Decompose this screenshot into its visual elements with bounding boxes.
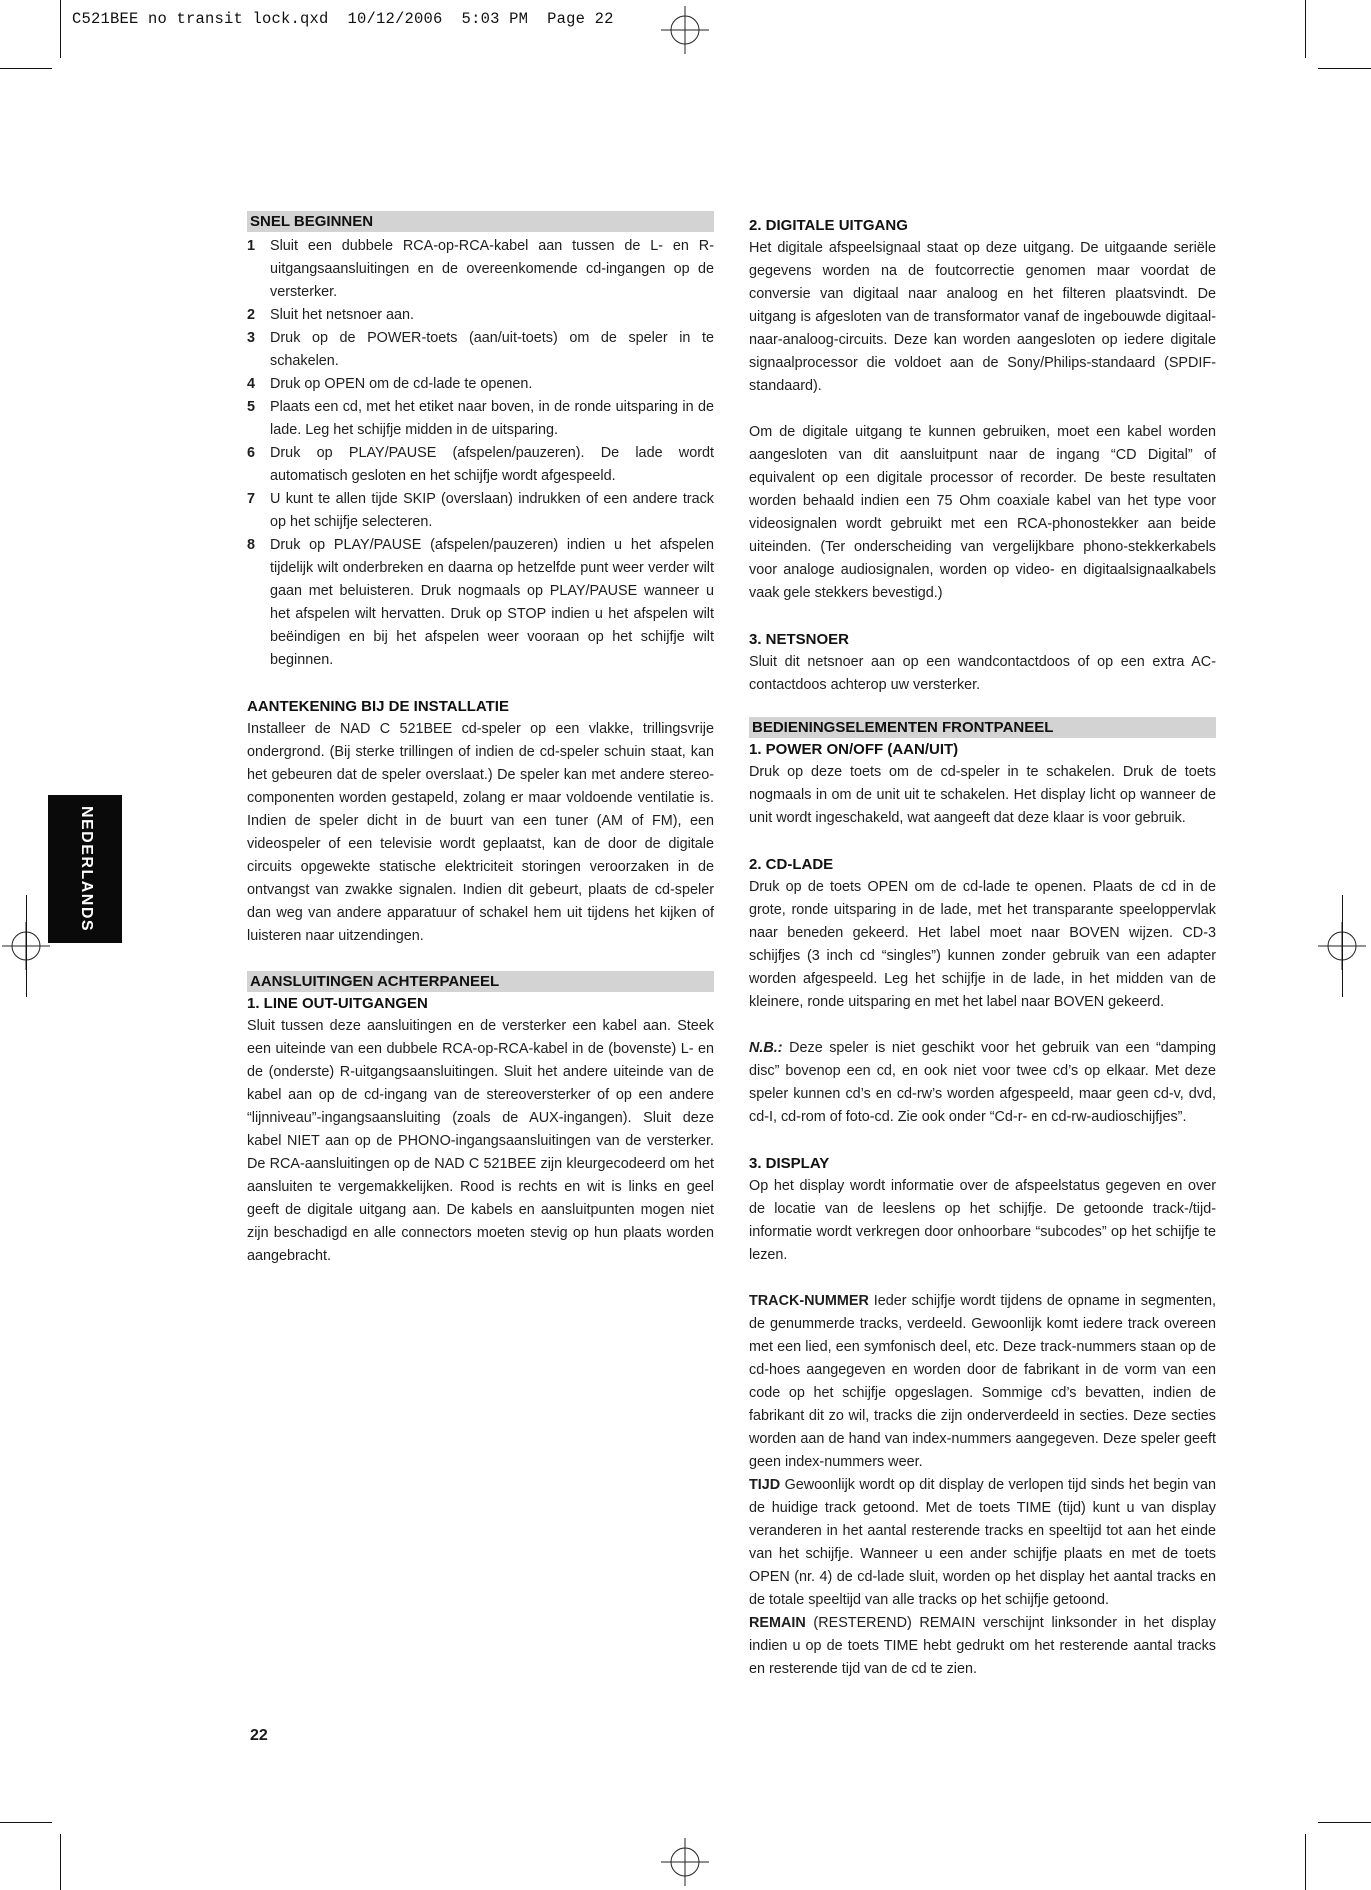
spacer <box>749 605 1216 628</box>
step-number: 2 <box>247 307 256 323</box>
power-heading: 1. POWER ON/OFF (AAN/UIT) <box>749 741 959 758</box>
cd-tray-text: Druk op de toets OPEN om de cd-lade te openen. Plaats de cd in de grote, ronde uitsparing in de lade, met het transparante speeloppervlak naar beneden gekeerd. Het label moet naar BOVEN wijzen. CD-3 schijfjes (3 inch cd “singles”) kunnen zonder gebruik van een adapter worden afgespeeld. Leg het schijfje in de lade, in het midden van de kleinere, ronde uitsparing en met het label naar BOVEN gekeerd. <box>749 879 1216 1010</box>
digital-out-heading: 2. DIGITALE UITGANG <box>749 217 908 234</box>
step-item <box>247 488 714 534</box>
language-tab-label: NEDERLANDS <box>78 805 95 933</box>
installation-text: Installeer de NAD C 521BEE cd-speler op een vlakke, trillingsvrije ondergrond. (Bij sterke trillingen of indien de cd-speler schuin staat, kan het gebeuren dat de speler overslaat.) De speler kan met andere stereo-componenten worden gestapeld, zolang er maar voldoende ventilatie is. Indien de speler dicht in de buurt van een tuner (AM of FM), een videospeler of een televisie wordt geplaatst, kan de door de digitale circuits opgewekte statische elektriciteit storingen veroorzaken in de ontvangst van zwakke signalen. Indien dit gebeurt, plaats de cd-speler dan weg van andere apparatuur of schakel hem uit tijdens het kijken of luisteren naar uitzendingen. <box>247 721 714 944</box>
step-number: 8 <box>247 537 256 553</box>
crop-mark <box>0 68 52 69</box>
crop-mark <box>1318 68 1371 69</box>
step-item <box>247 327 714 373</box>
note-label: N.B.: <box>749 1040 783 1056</box>
digital-out-text-2: Om de digitale uitgang te kunnen gebruiken, moet een kabel worden aangesloten van dit aansluitpunt naar de ingang “CD Digital” of equivalent op een digitale processor of recorder. De beste resultaten worden behaald indien een 75 Ohm coaxiale kabel van het type voor videosignalen wordt gebruikt met een RCA-phonostekker aan beide uiteinden. (Ter onderscheiding van vergelijkbare phono-stekkerkabels voor analoge audiosignalen, worden op video- en digitaalsignaalkabels vaak gele stekkers bevestigd.) <box>749 424 1216 601</box>
remain-text: (RESTEREND) REMAIN verschijnt linksonder in het display indien u op de toets TIME hebt gedrukt om het resterende aantal tracks en resterende tijd van de cd te zien. <box>749 1615 1216 1677</box>
note-paragraph <box>749 1037 1216 1129</box>
quick-start-steps <box>247 235 714 672</box>
time-paragraph <box>749 1474 1216 1612</box>
crop-mark <box>1318 1822 1371 1823</box>
note-text: Deze speler is niet geschikt voor het gebruik van een “damping disc” bovenop een cd, en ook niet voor twee cd’s op elkaar. Met deze speler kunnen cd’s en cd-rw’s worden afgespeeld, maar geen cd-v, dvd, cd-I, cd-rom of foto-cd. Zie ook onder “Cd-r- en cd-rw-audioschijfjes”. <box>749 1040 1216 1125</box>
step-text: Druk op PLAY/PAUSE (afspelen/pauzeren) indien u het afspelen tijdelijk wilt onderbreken en daarna op hetzelfde punt weer verder wilt gaan met beluisteren. Druk nogmaals op PLAY/PAUSE wanneer u het afspelen wilt hervatten. Druk op STOP indien u het afspelen wilt beëindigen en bij het afspelen weer vooraan op het schijfje wilt beginnen. <box>270 537 714 668</box>
spacer <box>749 1014 1216 1037</box>
step-item <box>247 534 714 672</box>
crop-mark <box>26 895 27 997</box>
step-text: Sluit een dubbele RCA-op-RCA-kabel aan tussen de L- en R-uitgangsaansluitingen en de overeenkomende cd-ingangen op de versterker. <box>270 238 714 300</box>
step-text: U kunt te allen tijde SKIP (overslaan) indrukken of een andere track op het schijfje selecteren. <box>270 491 714 530</box>
quick-start-heading: SNEL BEGINNEN <box>247 211 714 232</box>
spacer <box>749 830 1216 853</box>
crop-mark <box>1342 895 1343 997</box>
print-slug: C521BEE no transit lock.qxd 10/12/2006 5:03 PM Page 22 <box>72 10 614 28</box>
crop-mark <box>60 1834 61 1890</box>
step-item <box>247 396 714 442</box>
step-number: 1 <box>247 238 256 254</box>
line-out-text: Sluit tussen deze aansluitingen en de versterker een kabel aan. Steek een uiteinde van een dubbele RCA-op-RCA-kabel in de (bovenste) L- en de (onderste) R-uitgangsaansluitingen. Sluit het andere uiteinde van de kabel aan op de cd-ingang van de stereoversterker of op een andere “lijnniveau”-ingangsaansluiting (zoals de AUX-ingangen). Sluit deze kabel NIET aan op de PHONO-ingangsaansluitingen van de versterker. De RCA-aansluitingen op de NAD C 521BEE zijn kleurgecodeerd om het aansluiten te vergemakkelijken. Rood is rechts en wit is links en geel geeft de digitale uitgang aan. De kabels en aansluitpunten mogen niet zijn beschadigd en alle connectors moeten stevig op hun plaats worden aangebracht. <box>247 1018 714 1264</box>
step-number: 6 <box>247 445 256 461</box>
remain-paragraph <box>749 1612 1216 1681</box>
spacer <box>749 697 1216 717</box>
track-number-paragraph <box>749 1290 1216 1474</box>
step-item <box>247 235 714 304</box>
step-item <box>247 304 714 327</box>
page-number: 22 <box>250 1727 268 1744</box>
left-column <box>247 211 714 1268</box>
registration-mark-icon <box>661 6 709 54</box>
right-column <box>749 214 1216 1681</box>
crop-mark <box>60 0 61 58</box>
step-item <box>247 442 714 488</box>
rear-panel-heading: AANSLUITINGEN ACHTERPANEEL <box>247 971 714 992</box>
installation-heading: AANTEKENING BIJ DE INSTALLATIE <box>247 698 509 715</box>
step-text: Sluit het netsnoer aan. <box>270 307 415 323</box>
track-number-label: TRACK-NUMMER <box>749 1293 869 1309</box>
line-out-heading: 1. LINE OUT-UITGANGEN <box>247 995 428 1012</box>
spacer <box>749 1267 1216 1290</box>
remain-label: REMAIN <box>749 1615 806 1631</box>
cd-tray-heading: 2. CD-LADE <box>749 856 834 873</box>
crop-mark <box>0 1822 52 1823</box>
step-text: Druk op OPEN om de cd-lade te openen. <box>270 376 533 392</box>
display-heading: 3. DISPLAY <box>749 1155 830 1172</box>
spacer <box>247 948 714 971</box>
mains-text: Sluit dit netsnoer aan op een wandcontactdoos of op een extra AC-contactdoos achterop uw versterker. <box>749 654 1216 693</box>
step-number: 5 <box>247 399 256 415</box>
time-text: Gewoonlijk wordt op dit display de verlopen tijd sinds het begin van de huidige track getoond. Met de toets TIME (tijd) kunt u van display veranderen in het aantal resterende tracks en speeltijd tot aan het einde van het schijfje. Wanneer u een ander schijfje plaats en met de toets OPEN (nr. 4) de cd-lade sluit, worden op het display het aantal tracks en de totale speeltijd van alle tracks op het schijfje getoond. <box>749 1477 1216 1608</box>
mains-heading: 3. NETSNOER <box>749 631 850 648</box>
display-text: Op het display wordt informatie over de afspeelstatus gegeven en over de locatie van de leeslens op het schijfje. De getoonde track-/tijd-informatie wordt verkregen door onhoorbare “subcodes” op het schijfje te lezen. <box>749 1178 1216 1263</box>
crop-mark <box>1305 0 1306 58</box>
track-number-text: Ieder schijfje wordt tijdens de opname in segmenten, de genummerde tracks, verdeeld. Gewoonlijk komt iedere track overeen met een lied, een symfonisch deel, etc. Deze track-nummers staan op de cd-hoes aangegeven en worden door de fabrikant in de vorm van een code op het schijfje opgeslagen. Sommige cd’s bevatten, indien de fabrikant dit zo wil, tracks die zijn onderverdeeld in secties. Deze secties worden aan de hand van index-nummers aangegeven. Deze speler geeft geen index-nummers weer. <box>749 1293 1216 1470</box>
step-text: Druk op de POWER-toets (aan/uit-toets) om de speler in te schakelen. <box>270 330 714 369</box>
spacer <box>749 1129 1216 1152</box>
power-text: Druk op deze toets om de cd-speler in te schakelen. Druk de toets nogmaals in om de unit uit te schakelen. Het display licht op wanneer de unit wordt ingeschakeld, wat aangeeft dat deze klaar is voor gebruik. <box>749 764 1216 826</box>
front-panel-heading: BEDIENINGSELEMENTEN FRONTPANEEL <box>749 717 1216 738</box>
spacer <box>247 672 714 695</box>
step-number: 4 <box>247 376 256 392</box>
registration-mark-icon <box>661 1838 709 1886</box>
step-text: Plaats een cd, met het etiket naar boven, in de ronde uitsparing in de lade. Leg het schijfje midden in de uitsparing. <box>270 399 714 438</box>
step-number: 7 <box>247 491 256 507</box>
step-text: Druk op PLAY/PAUSE (afspelen/pauzeren). De lade wordt automatisch gesloten en het schijfje wordt afgespeeld. <box>270 445 714 484</box>
digital-out-text-1: Het digitale afspeelsignaal staat op deze uitgang. De uitgaande seriële gegevens worden na de foutcorrectie genomen maar voordat de conversie van digitaal naar analoog en het filteren plaatsvindt. De uitgang is afgesloten van de transformator vanaf de ingebouwde digitaal-naar-analoog-circuits. Deze kan worden aangesloten op iedere digitale signaalprocessor die voldoet aan de Sony/Philips-standaard (SPDIF-standaard). <box>749 240 1216 394</box>
spacer <box>749 398 1216 421</box>
step-number: 3 <box>247 330 256 346</box>
time-label: TIJD <box>749 1477 781 1493</box>
step-item <box>247 373 714 396</box>
crop-mark <box>1305 1834 1306 1890</box>
